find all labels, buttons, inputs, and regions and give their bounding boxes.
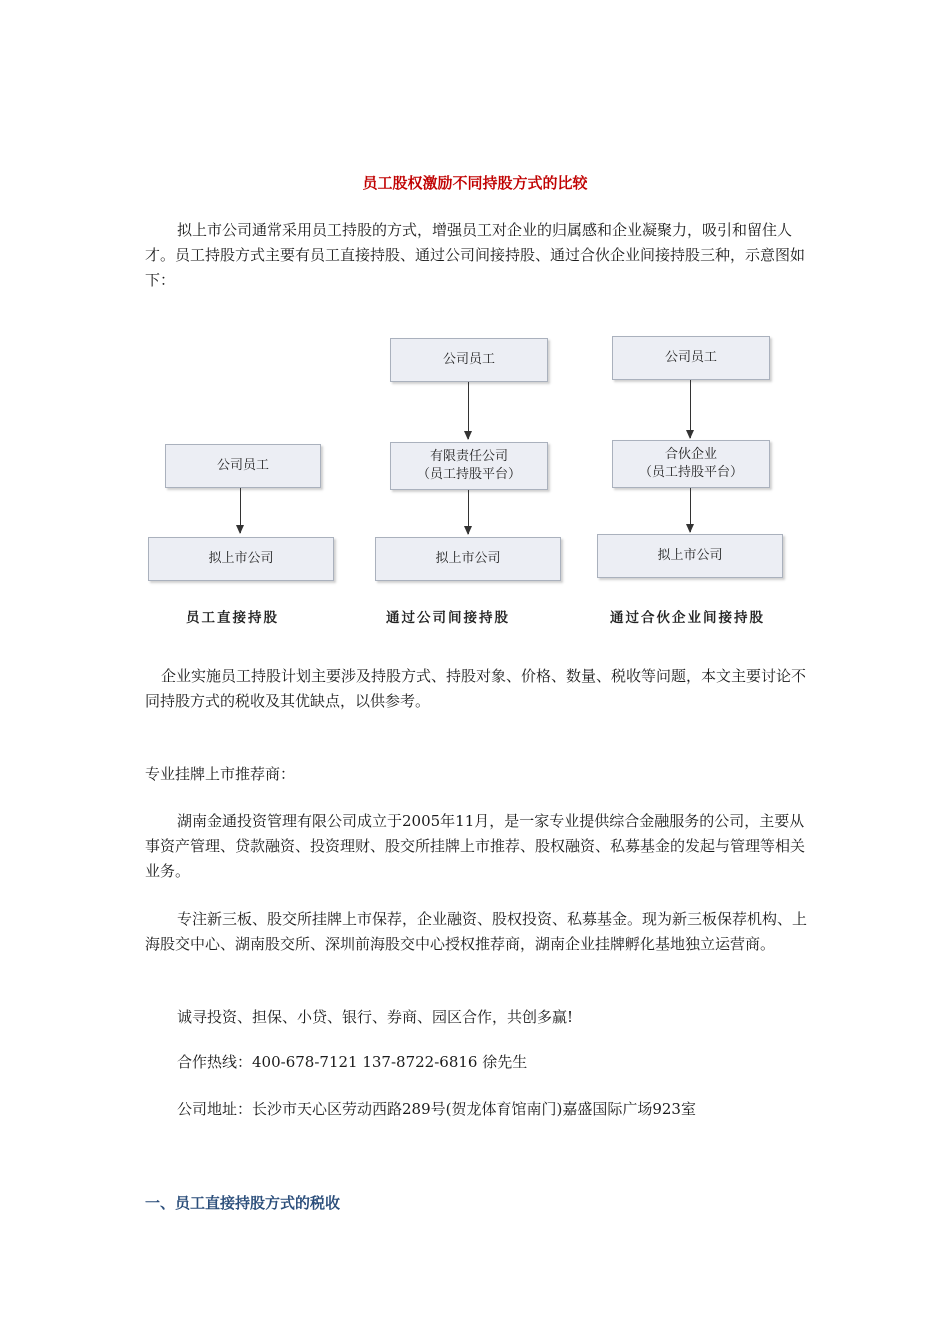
col1-company-box <box>148 537 334 581</box>
col3-arrow-bottom <box>690 488 691 532</box>
col3-platform-box <box>612 440 770 488</box>
col1-caption: 员工直接持股 <box>186 610 279 626</box>
address-line: 公司地址：长沙市天心区劳动西路289号(贺龙体育馆南门)嘉盛国际广场923室 <box>177 1100 696 1118</box>
hotline-line: 合作热线：400-678-7121 137-8722-6816 徐先生 <box>177 1053 528 1071</box>
col3-platform-label: 合伙企业 <box>664 447 717 462</box>
col2-arrow-bottom <box>468 490 469 534</box>
section-heading-1: 一、员工直接持股方式的税收 <box>145 1194 341 1212</box>
col2-employee-box <box>390 338 548 382</box>
holding-structure-diagram <box>140 324 810 634</box>
col3-company-box <box>597 534 783 578</box>
col3-employee-label: 公司员工 <box>664 350 717 365</box>
document-title: 员工股权激励不同持股方式的比较 <box>362 174 588 192</box>
col2-company-box <box>375 537 561 581</box>
cooperation-line: 诚寻投资、担保、小贷、银行、券商、园区合作，共创多赢! <box>177 1008 574 1026</box>
col3-caption: 通过合伙企业间接持股 <box>610 610 765 626</box>
company-focus-paragraph: 专注新三板、股交所挂牌上市保荐，企业融资、股权投资、私募基金。现为新三板保荐机构、上海股交中心、湖南股交所、深圳前海股交中心授权推荐商，湖南企业挂牌孵化基地独立运营商。 <box>145 910 808 953</box>
col2-caption: 通过公司间接持股 <box>386 610 510 626</box>
col3-company-label: 拟上市公司 <box>657 548 723 563</box>
col1-company-label: 拟上市公司 <box>208 551 274 566</box>
col2-employee-label: 公司员工 <box>442 352 495 367</box>
col2-platform-label: 有限责任公司 <box>429 449 508 464</box>
col2-platform-box <box>390 442 548 490</box>
col1-employee-box <box>165 444 321 488</box>
col2-arrow-top <box>468 382 469 439</box>
recommender-label: 专业挂牌上市推荐商： <box>145 765 296 783</box>
col1-arrow <box>240 488 241 533</box>
col3-arrow-top <box>690 380 691 438</box>
col2-platform-sublabel: （员工持股平台） <box>416 467 521 482</box>
scope-paragraph: 企业实施员工持股计划主要涉及持股方式、持股对象、价格、数量、税收等问题，本文主要讨论不同持股方式的税收及其优缺点，以供参考。 <box>145 667 807 710</box>
col2-company-label: 拟上市公司 <box>435 551 501 566</box>
col3-platform-sublabel: （员工持股平台） <box>638 465 743 480</box>
col1-employee-label: 公司员工 <box>216 458 269 473</box>
company-intro-paragraph: 湖南金通投资管理有限公司成立于2005年11月，是一家专业提供综合金融服务的公司，主要从事资产管理、贷款融资、投资理财、股交所挂牌上市推荐、股权融资、私募基金的发起与管理等相关业务。 <box>145 812 806 880</box>
col3-employee-box <box>612 336 770 380</box>
intro-paragraph: 拟上市公司通常采用员工持股的方式，增强员工对企业的归属感和企业凝聚力，吸引和留住人才。员工持股方式主要有员工直接持股、通过公司间接持股、通过合伙企业间接持股三种，示意图如下： <box>145 221 806 289</box>
